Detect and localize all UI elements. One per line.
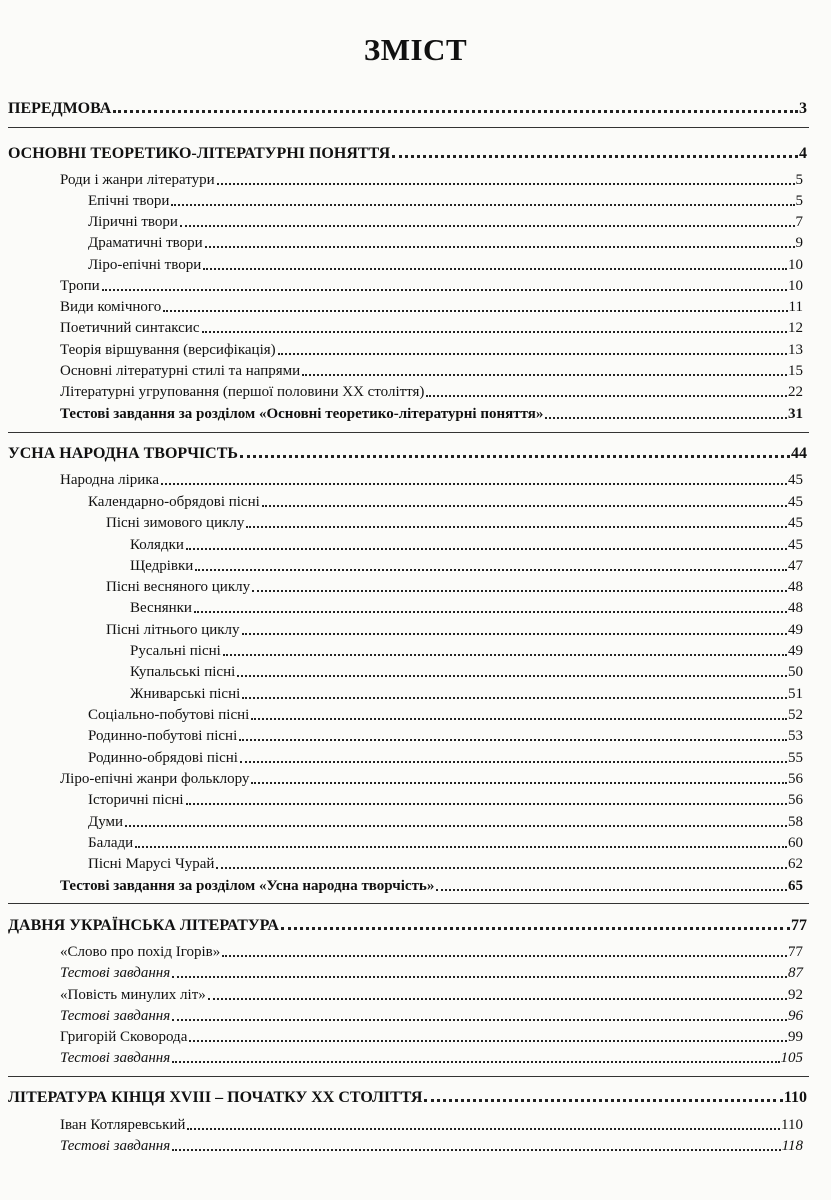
toc-entry-title: Веснянки: [130, 600, 192, 616]
toc-page-number: 60: [788, 835, 803, 851]
toc-section-preface[interactable]: [8, 97, 807, 117]
dot-leader: [189, 1040, 787, 1042]
toc-page-number: 15: [788, 363, 803, 379]
section-divider: [8, 1076, 809, 1077]
toc-entry-title: Теорія віршування (версифікація): [60, 342, 276, 358]
toc-entry[interactable]: [88, 811, 803, 831]
toc-entry-title: ОСНОВНІ ТЕОРЕТИКО-ЛІТЕРАТУРНІ ПОНЯТТЯ: [8, 145, 391, 162]
toc-page-number: 92: [788, 987, 803, 1003]
toc-entry-tests[interactable]: [60, 962, 803, 982]
toc-page-number: 77: [791, 917, 807, 934]
dot-leader: [202, 331, 788, 333]
toc-page-number: 45: [788, 537, 803, 553]
toc-section-old-literature[interactable]: [8, 914, 807, 934]
toc-page-number: 52: [788, 707, 803, 723]
dot-leader: [172, 1149, 780, 1151]
toc-entry-title: Літературні угруповання (першої половини XX століття): [60, 384, 425, 400]
toc-section-folklore[interactable]: [8, 442, 807, 462]
toc-entry[interactable]: [88, 704, 803, 724]
toc-entry[interactable]: [106, 576, 803, 596]
page-title: ЗМІСТ: [363, 32, 468, 67]
toc-entry-title: ПЕРЕДМОВА: [8, 100, 112, 117]
dot-leader: [302, 374, 787, 376]
dot-leader: [216, 867, 787, 869]
dot-leader: [252, 590, 787, 592]
toc-page-number: 13: [788, 342, 803, 358]
toc-entry[interactable]: [88, 853, 803, 873]
toc-entry-title: Пісні Марусі Чурай: [88, 856, 215, 872]
toc-page-number: 31: [788, 406, 803, 422]
toc-page-number: 45: [788, 494, 803, 510]
dot-leader: [251, 718, 787, 720]
toc-entry-title: Поетичний синтаксис: [60, 320, 200, 336]
toc-entry[interactable]: [88, 211, 803, 231]
toc-entry[interactable]: [130, 534, 803, 554]
toc-page-number: 9: [795, 235, 803, 251]
toc-entry[interactable]: [130, 661, 803, 681]
dot-leader: [125, 825, 787, 827]
dot-leader: [281, 927, 790, 930]
toc-page-number: 62: [788, 856, 803, 872]
toc-entry-title: Жниварські пісні: [130, 686, 241, 702]
dot-leader: [240, 455, 790, 458]
toc-entry-title: Тестові завдання: [60, 1050, 171, 1066]
dot-leader: [102, 289, 787, 291]
toc-entry-title: Пісні зимового циклу: [106, 515, 245, 531]
dot-leader: [251, 782, 787, 784]
dot-leader: [424, 1099, 782, 1102]
toc-entry-title: Тестові завдання: [60, 1138, 171, 1154]
dot-leader: [195, 569, 787, 571]
toc-entry[interactable]: [130, 683, 803, 703]
dot-leader: [239, 739, 787, 741]
toc-page-number: 10: [788, 257, 803, 273]
toc-page-number: 77: [788, 944, 803, 960]
toc-page-number: 56: [788, 771, 803, 787]
dot-leader: [203, 268, 787, 270]
toc-page-number: 3: [799, 100, 807, 117]
toc-entry[interactable]: [60, 768, 803, 788]
dot-leader: [172, 1061, 779, 1063]
toc-page-number: 22: [788, 384, 803, 400]
section-divider: [8, 903, 809, 904]
toc-entry-title: Купальські пісні: [130, 664, 236, 680]
toc-page-number: 65: [788, 878, 803, 894]
dot-leader: [205, 246, 795, 248]
toc-entry[interactable]: [60, 360, 803, 380]
dot-leader: [262, 505, 787, 507]
toc-entry-title: Думи: [88, 814, 124, 830]
toc-page-number: 4: [799, 145, 807, 162]
toc-entry-title: Основні літературні стилі та напрями: [60, 363, 301, 379]
toc-entry-title: Родинно-побутові пісні: [88, 728, 238, 744]
toc-entry[interactable]: [60, 275, 803, 295]
dot-leader: [163, 310, 787, 312]
toc-entry-title: Пісні весняного циклу: [106, 579, 251, 595]
dot-leader: [217, 183, 795, 185]
toc-entry-title: Іван Котляревський: [60, 1117, 186, 1133]
toc-entry[interactable]: [60, 317, 803, 337]
toc-page-number: 56: [788, 792, 803, 808]
toc-entry[interactable]: [106, 512, 803, 532]
toc-entry-title: Види комічного: [60, 299, 162, 315]
dot-leader: [242, 697, 787, 699]
dot-leader: [161, 483, 787, 485]
toc-entry-title: Тестові завдання: [60, 1008, 171, 1024]
toc-page-number: 87: [788, 965, 803, 981]
toc-page-number: 49: [788, 622, 803, 638]
dot-leader: [172, 976, 787, 978]
toc-entry-tests[interactable]: [60, 403, 803, 423]
toc-page-number: 105: [780, 1050, 803, 1066]
toc-entry-title: Щедрівки: [130, 558, 194, 574]
toc-entry-title: ДАВНЯ УКРАЇНСЬКА ЛІТЕРАТУРА: [8, 917, 279, 934]
toc-entry[interactable]: [88, 725, 803, 745]
toc-page-number: 12: [788, 320, 803, 336]
toc-entry-title: Ліричні твори: [88, 214, 178, 230]
toc-entry-title: Тестові завдання за розділом «Основні теоретико-літературні поняття»: [60, 406, 544, 422]
toc-entry[interactable]: [106, 619, 803, 639]
toc-page-number: 45: [788, 515, 803, 531]
section-divider: [8, 127, 809, 128]
toc-page-number: 110: [781, 1117, 803, 1133]
toc-entry-title: Епічні твори: [88, 193, 170, 209]
dot-leader: [392, 155, 798, 158]
dot-leader: [208, 998, 787, 1000]
toc-entry[interactable]: [60, 381, 803, 401]
toc-entry-title: Балади: [88, 835, 134, 851]
toc-page-number: 11: [788, 299, 803, 315]
toc-page-number: 96: [788, 1008, 803, 1024]
toc-entry[interactable]: [88, 789, 803, 809]
toc-page-number: 47: [788, 558, 803, 574]
toc-page-number: 110: [783, 1089, 807, 1106]
dot-leader: [171, 204, 794, 206]
dot-leader: [240, 761, 787, 763]
toc-entry[interactable]: [88, 747, 803, 767]
toc-page-number: 45: [788, 472, 803, 488]
dot-leader: [545, 417, 787, 419]
toc-entry[interactable]: [60, 339, 803, 359]
dot-leader: [135, 846, 787, 848]
toc-page-number: 55: [788, 750, 803, 766]
toc-page-number: 49: [788, 643, 803, 659]
toc-entry-title: Родинно-обрядові пісні: [88, 750, 238, 766]
dot-leader: [187, 1128, 780, 1130]
toc-entry-title: Ліро-епічні твори: [88, 257, 202, 273]
toc-page-number: 58: [788, 814, 803, 830]
toc-entry-title: Колядки: [130, 537, 184, 553]
toc-entry[interactable]: [60, 1114, 803, 1134]
dot-leader: [222, 955, 787, 957]
toc-entry-title: Русальні пісні: [130, 643, 221, 659]
toc-section-18-20-century[interactable]: [8, 1086, 807, 1106]
toc-page-number: 118: [781, 1138, 803, 1154]
toc-page-number: 48: [788, 579, 803, 595]
toc-entry[interactable]: [60, 296, 803, 316]
section-divider: [8, 432, 809, 433]
toc-entry[interactable]: [60, 1026, 803, 1046]
toc-entry-title: Соціально-побутові пісні: [88, 707, 250, 723]
dot-leader: [194, 611, 787, 613]
toc-entry-tests[interactable]: [60, 1135, 803, 1155]
toc-page-number: 7: [795, 214, 803, 230]
toc-entry-title: Тропи: [60, 278, 100, 294]
toc-entry-title: Тестові завдання: [60, 965, 171, 981]
toc-section-theory[interactable]: [8, 142, 807, 162]
dot-leader: [113, 110, 798, 113]
toc-entry[interactable]: [60, 469, 803, 489]
toc-entry-title: Пісні літнього циклу: [106, 622, 240, 638]
toc-entry-title: УСНА НАРОДНА ТВОРЧІСТЬ: [8, 445, 238, 462]
toc-page-number: 5: [795, 172, 803, 188]
toc-entry-tests[interactable]: [60, 875, 803, 895]
toc-entry[interactable]: [88, 491, 803, 511]
dot-leader: [186, 548, 787, 550]
toc-entry-tests[interactable]: [60, 1047, 803, 1067]
toc-entry-title: Григорій Сковорода: [60, 1029, 188, 1045]
toc-page-number: 5: [795, 193, 803, 209]
dot-leader: [180, 225, 795, 227]
toc-page-number: 99: [788, 1029, 803, 1045]
toc-entry[interactable]: [88, 190, 803, 210]
toc-page-number: 10: [788, 278, 803, 294]
toc-entry[interactable]: [88, 232, 803, 252]
toc-entry-title: Ліро-епічні жанри фольклору: [60, 771, 250, 787]
toc-entry[interactable]: [60, 984, 803, 1004]
toc-page-number: 53: [788, 728, 803, 744]
dot-leader: [223, 654, 787, 656]
toc-page-number: 48: [788, 600, 803, 616]
dot-leader: [186, 803, 787, 805]
dot-leader: [246, 526, 787, 528]
dot-leader: [237, 675, 787, 677]
dot-leader: [436, 889, 787, 891]
toc-entry-title: Тестові завдання за розділом «Усна народна творчість»: [60, 878, 435, 894]
toc-entry-title: «Слово про похід Ігорів»: [60, 944, 221, 960]
toc-entry-title: Народна лірика: [60, 472, 160, 488]
toc-entry-title: Календарно-обрядові пісні: [88, 494, 260, 510]
toc-entry[interactable]: [60, 169, 803, 189]
toc-page-number: 50: [788, 664, 803, 680]
toc-page-number: 44: [791, 445, 807, 462]
toc-entry[interactable]: [60, 941, 803, 961]
toc-page-number: 51: [788, 686, 803, 702]
toc-entry-title: ЛІТЕРАТУРА КІНЦЯ XVIII – ПОЧАТКУ XX СТОЛІТТЯ: [8, 1089, 423, 1106]
toc-entry-title: «Повість минулих літ»: [60, 987, 206, 1003]
toc-entry-tests[interactable]: [60, 1005, 803, 1025]
toc-entry-title: Роди і жанри літератури: [60, 172, 215, 188]
toc-entry[interactable]: [130, 640, 803, 660]
toc-entry-title: Історичні пісні: [88, 792, 184, 808]
toc-entry[interactable]: [130, 597, 803, 617]
dot-leader: [426, 395, 787, 397]
dot-leader: [278, 353, 787, 355]
toc-entry[interactable]: [88, 832, 803, 852]
toc-entry-title: Драматичні твори: [88, 235, 203, 251]
dot-leader: [172, 1019, 787, 1021]
dot-leader: [242, 633, 787, 635]
toc-entry[interactable]: [130, 555, 803, 575]
toc-entry[interactable]: [88, 254, 803, 274]
